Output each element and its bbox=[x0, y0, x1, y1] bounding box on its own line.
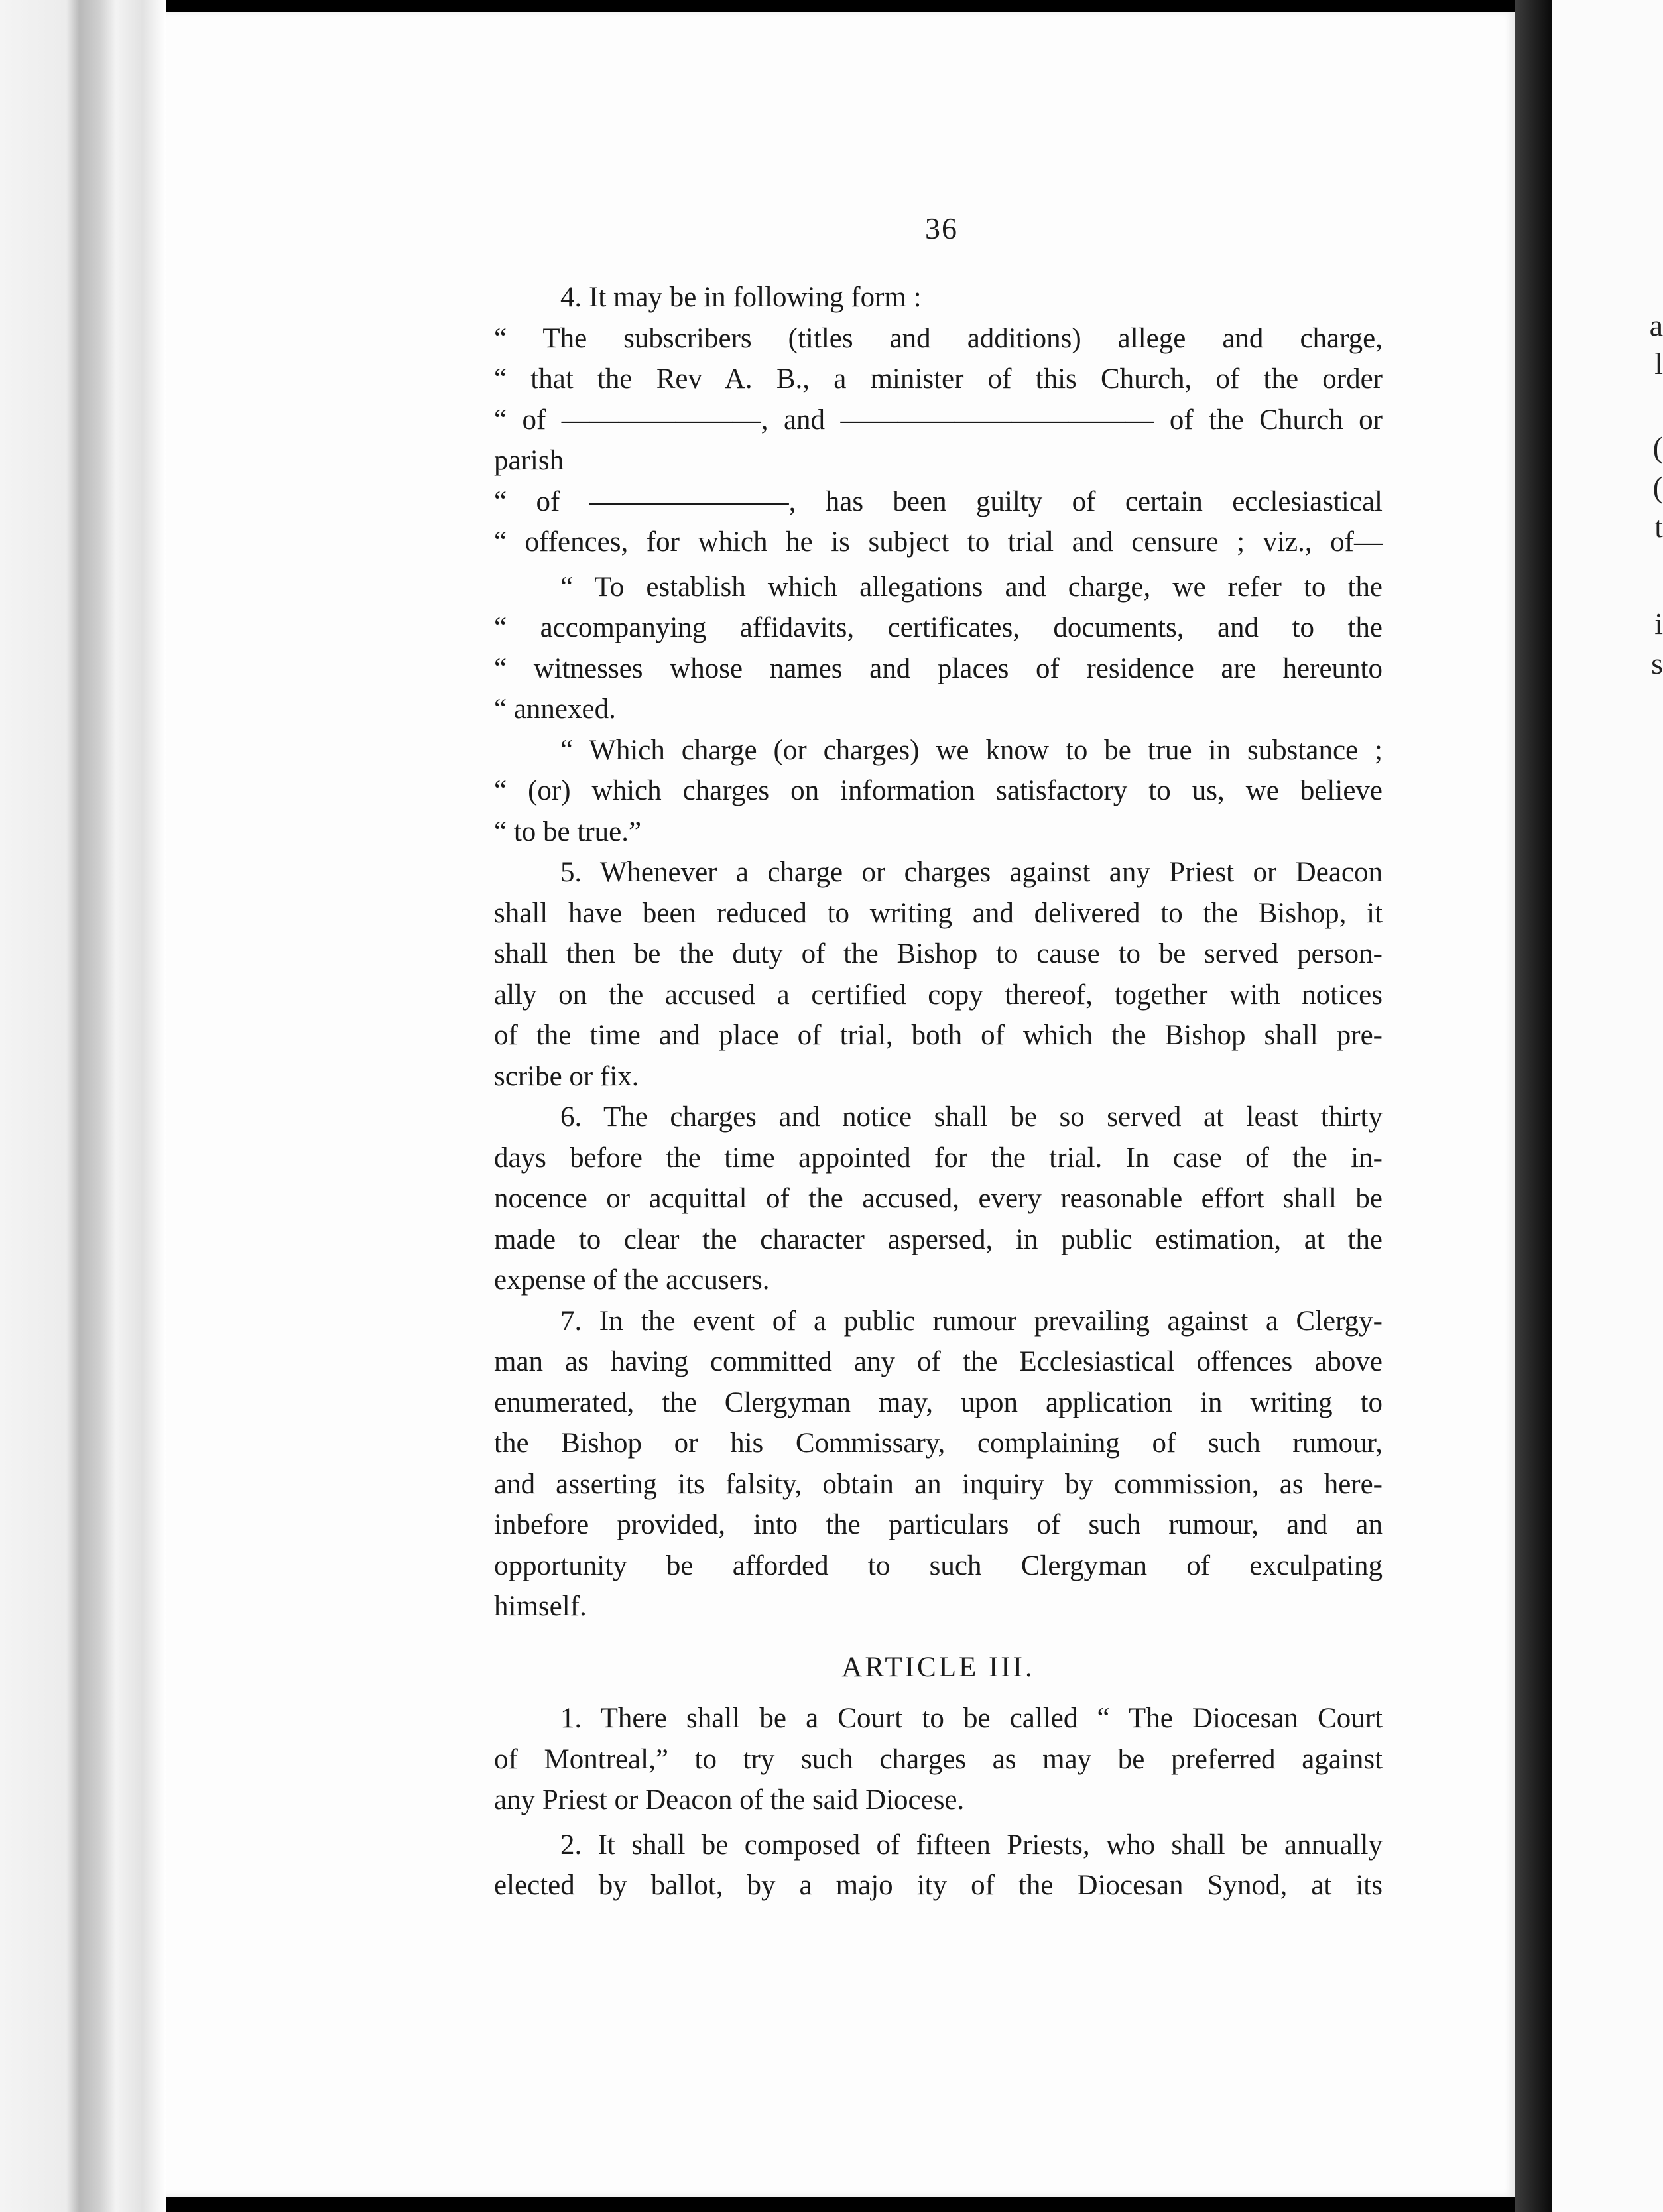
section-6-line: 6. The charges and notice shall be so served at least thirty bbox=[560, 1101, 1383, 1133]
form-line: “ of ———————, and ——————————— of the Church or parish bbox=[494, 404, 1383, 476]
establish-line: “ accompanying affidavits, certificates, documents, and to the bbox=[494, 612, 1383, 643]
article-3-para-1-line: any Priest or Deacon of the said Diocese. bbox=[494, 1784, 965, 1815]
article-3-para-1-line: of Montreal,” to try such charges as may be preferred against bbox=[494, 1743, 1383, 1775]
section-7-line: enumerated, the Clergyman may, upon application in writing to bbox=[494, 1386, 1383, 1418]
next-page-fragment: a bbox=[1649, 308, 1663, 342]
article-3-para-2-line: 2. It shall be composed of fifteen Priests, who shall be annually bbox=[560, 1829, 1383, 1861]
section-4-intro: 4. It may be in following form : bbox=[560, 282, 922, 313]
which-line: “ (or) which charges on information satisfactory to us, we believe bbox=[494, 775, 1383, 806]
which-line: “ Which charge (or charges) we know to be true in substance ; bbox=[560, 734, 1383, 766]
section-7-line: inbefore provided, into the particulars of such rumour, and an bbox=[494, 1509, 1383, 1540]
section-5-line: shall then be the duty of the Bishop to cause to be served person- bbox=[494, 938, 1383, 969]
section-5-line: of the time and place of trial, both of which the Bishop shall pre- bbox=[494, 1020, 1383, 1051]
page-number: 36 bbox=[925, 212, 958, 245]
next-page-fragment: l bbox=[1654, 347, 1663, 381]
article-3-para-2-line: elected by ballot, by a majo ity of the Diocesan Synod, at its bbox=[494, 1870, 1383, 1901]
next-page-fragment: i bbox=[1654, 607, 1663, 641]
establish-line: “ annexed. bbox=[494, 694, 616, 725]
next-page-edge bbox=[1552, 0, 1663, 2212]
form-line: “ offences, for which he is subject to trial and censure ; viz., of— bbox=[494, 526, 1383, 558]
section-7-line: 7. In the event of a public rumour prevailing against a Clergy- bbox=[560, 1305, 1383, 1337]
section-6-line: made to clear the character aspersed, in public estimation, at the bbox=[494, 1223, 1383, 1255]
establish-line: “ To establish which allegations and charge, we refer to the bbox=[560, 571, 1383, 603]
form-line: “ of ———————, has been guilty of certain ecclesiastical bbox=[494, 485, 1383, 517]
next-page-fragment: ( bbox=[1652, 430, 1663, 464]
section-5-line: 5. Whenever a charge or charges against any Priest or Deacon bbox=[560, 857, 1383, 888]
next-page-fragment: s bbox=[1651, 646, 1663, 680]
page-gutter bbox=[1515, 0, 1552, 2212]
section-7-line: himself. bbox=[494, 1591, 587, 1622]
which-line: “ to be true.” bbox=[494, 816, 642, 847]
section-5-line: scribe or fix. bbox=[494, 1060, 639, 1092]
section-5-line: shall have been reduced to writing and delivered to the Bishop, it bbox=[494, 897, 1383, 929]
section-6-line: nocence or acquittal of the accused, every reasonable effort shall be bbox=[494, 1183, 1383, 1214]
section-7-line: and asserting its falsity, obtain an inquiry by commission, as here- bbox=[494, 1468, 1383, 1500]
article-heading: ARTICLE III. bbox=[841, 1651, 1035, 1683]
section-6-line: expense of the accusers. bbox=[494, 1264, 770, 1296]
form-line: “ that the Rev A. B., a minister of this Church, of the order bbox=[494, 363, 1383, 395]
section-7-line: man as having committed any of the Ecclesiastical offences above bbox=[494, 1346, 1383, 1377]
article-3-para-1-line: 1. There shall be a Court to be called “ The Diocesan Court bbox=[560, 1703, 1383, 1734]
previous-page-edge bbox=[0, 0, 166, 2212]
section-7-line: opportunity be afforded to such Clergyman of exculpating bbox=[494, 1550, 1383, 1581]
section-6-line: days before the time appointed for the trial. In case of the in- bbox=[494, 1142, 1383, 1174]
section-7-line: the Bishop or his Commissary, complaining of such rumour, bbox=[494, 1428, 1383, 1459]
establish-line: “ witnesses whose names and places of residence are hereunto bbox=[494, 652, 1383, 684]
section-5-line: ally on the accused a certified copy thereof, together with notices bbox=[494, 979, 1383, 1011]
form-line: “ The subscribers (titles and additions) allege and charge, bbox=[494, 322, 1383, 354]
page-body bbox=[494, 277, 1383, 1906]
next-page-fragment: ( bbox=[1652, 470, 1663, 504]
next-page-fragment: t bbox=[1654, 510, 1663, 544]
